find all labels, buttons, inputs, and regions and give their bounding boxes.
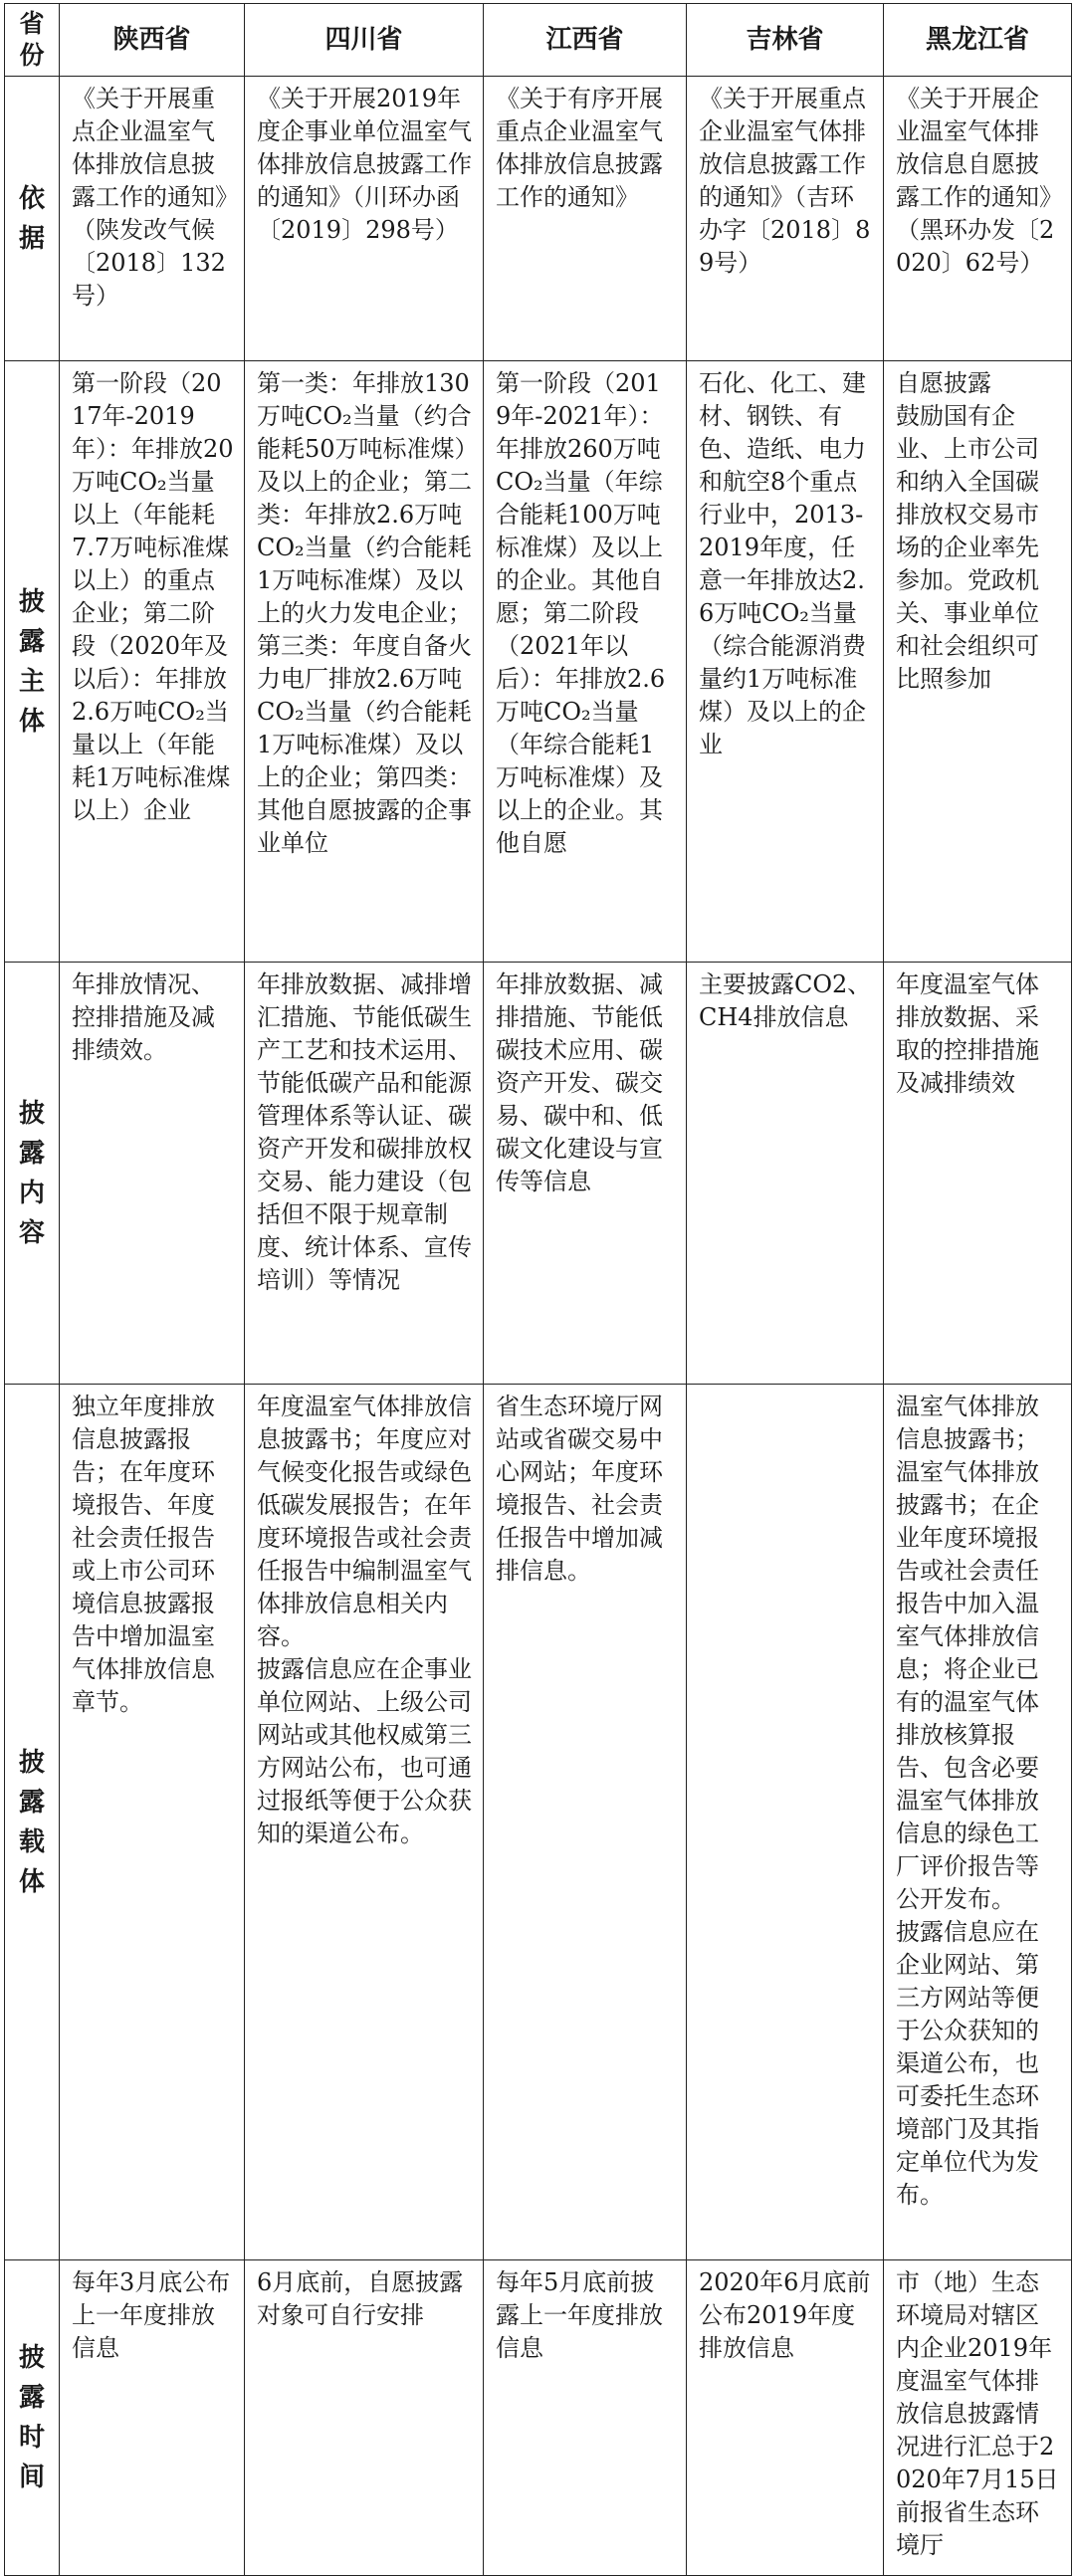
cell-basis-heilongjiang (884, 77, 1072, 361)
cell-text: 主要披露CO2、CH4排放信息 (699, 970, 872, 1031)
cell-time-shaanxi (60, 2260, 245, 2576)
row-label-char: 据 (18, 223, 45, 254)
cell-subject-sichuan (245, 361, 484, 963)
cell-time-sichuan (245, 2260, 484, 2576)
cell-content-jilin (687, 963, 884, 1385)
row-carrier (5, 1385, 1072, 2260)
row-label-char: 体 (18, 1866, 45, 1897)
cell-content-heilongjiang (884, 963, 1072, 1385)
row-label-char: 主 (18, 666, 45, 697)
row-label-carrier (5, 1385, 60, 2260)
cell-carrier-heilongjiang (884, 1385, 1072, 2260)
cell-basis-jilin (687, 77, 884, 361)
cell-carrier-jiangxi (484, 1385, 687, 2260)
cell-content-shaanxi (60, 963, 245, 1385)
row-label-char: 内 (18, 1178, 45, 1208)
cell-text: 省生态环境厅网站或省碳交易中心网站；年度环境报告、社会责任报告中增加减排信息。 (496, 1393, 663, 1585)
cell-text: 温室气体排放信息披露书；温室气体排放披露书；在企业年度环境报告或社会责任报告中加入温室气体排放信息；将企业已有的温室气体排放核算报告、包含必要温室气体排放信息的绿色工厂评价报告等公开发布。 披露信息应在企业网站、第三方网站等便于公众获知的渠道公布，也可委托生态环境部门及其指定单位代为发布。 (896, 1393, 1039, 2209)
cell-carrier-sichuan (245, 1385, 484, 2260)
row-label-char: 披 (18, 1098, 45, 1129)
cell-text: 第一类：年排放130万吨CO₂当量（约合能耗50万吨标准煤）及以上的企业；第二类：年排放2.6万吨CO₂当量（约合能耗1万吨标准煤）及以上的火力发电企业；第三类：年度自备火力电厂排放2.6万吨CO₂当量（约合能耗1万吨标准煤）及以上的企业；第四类：其他自愿披露的企事业单位 (257, 369, 472, 857)
cell-content-sichuan (245, 963, 484, 1385)
header-row (5, 4, 1072, 77)
cell-content-jiangxi (484, 963, 687, 1385)
header-sichuan: 四川省 (245, 4, 484, 77)
row-label-content (5, 963, 60, 1385)
header-jiangxi: 江西省 (484, 4, 687, 77)
row-label-char: 容 (18, 1217, 45, 1248)
row-label-char: 体 (18, 706, 45, 737)
cell-text: 第一阶段（2017年-2019年）：年排放20万吨CO₂当量以上（年能耗7.7万吨标准煤以上）的重点企业；第二阶段（2020年及以后）：年排放2.6万吨CO₂当量以上（年能耗1万吨标准煤以上）企业 (72, 369, 234, 824)
row-label-char: 披 (18, 2343, 45, 2373)
cell-text: 《关于有序开展重点企业温室气体排放信息披露工作的通知》 (496, 85, 663, 211)
header-heilongjiang: 黑龙江省 (884, 4, 1072, 77)
cell-time-jilin (687, 2260, 884, 2576)
cell-text: 年度温室气体排放数据、采取的控排措施及减排绩效 (896, 970, 1039, 1097)
cell-basis-jiangxi (484, 77, 687, 361)
cell-carrier-jilin (687, 1385, 884, 2260)
row-label-char: 间 (18, 2463, 45, 2492)
cell-text: 《关于开展2019年度企事业单位温室气体排放信息披露工作的通知》（川环办函〔2019〕298号） (257, 85, 472, 244)
cell-text: 独立年度排放信息披露报告；在年度环境报告、年度社会责任报告或上市公司环境信息披露报告中增加温室气体排放信息章节。 (72, 1393, 215, 1716)
cell-carrier-shaanxi (60, 1385, 245, 2260)
cell-text: 2020年6月底前公布2019年度排放信息 (699, 2268, 871, 2362)
cell-basis-sichuan (245, 77, 484, 361)
row-content (5, 963, 1072, 1385)
cell-text: 6月底前，自愿披露对象可自行安排 (257, 2268, 464, 2329)
header-shaanxi: 陕西省 (60, 4, 245, 77)
row-label-char: 露 (18, 1787, 45, 1818)
cell-text: 每年3月底公布上一年度排放信息 (72, 2268, 231, 2362)
row-label-char: 露 (18, 1138, 45, 1169)
cell-subject-jilin (687, 361, 884, 963)
cell-text: 石化、化工、建材、钢铁、有色、造纸、电力和航空8个重点行业中，2013-2019年度，任意一年排放达2.6万吨CO₂当量（综合能源消费量约1万吨标准煤）及以上的企业 (699, 369, 866, 758)
disclosure-comparison-table (4, 3, 1072, 2576)
row-subject (5, 361, 1072, 963)
cell-subject-heilongjiang (884, 361, 1072, 963)
cell-text: 第一阶段（2019年-2021年）：年排放260万吨CO₂当量（年综合能耗100万吨标准煤）及以上的企业。其他自愿；第二阶段（2021年以后）：年排放2.6万吨CO₂当量（年综合能耗1万吨标准煤）及以上的企业。其他自愿 (496, 369, 666, 857)
cell-text: 市（地）生态环境局对辖区内企业2019年度温室气体排放信息披露情况进行汇总于2020年7月15日前报省生态环境厅 (896, 2268, 1059, 2559)
row-label-subject (5, 361, 60, 963)
row-basis (5, 77, 1072, 361)
cell-text: 《关于开展企业温室气体排放信息自愿披露工作的通知》（黑环办发〔2020〕62号） (896, 85, 1055, 277)
corner-label-line: 省 (19, 9, 45, 38)
corner-label-line: 份 (19, 41, 45, 70)
cell-text: 年排放数据、减排增汇措施、节能低碳生产工艺和技术运用、节能低碳产品和能源管理体系等认证、碳资产开发和碳排放权交易、能力建设（包括但不限于规章制度、统计体系、宣传培训）等情况 (257, 970, 472, 1294)
cell-subject-shaanxi (60, 361, 245, 963)
cell-text: 每年5月底前披露上一年度排放信息 (496, 2268, 663, 2362)
row-label-char: 露 (18, 2383, 45, 2413)
row-label-char: 时 (18, 2423, 45, 2453)
row-label-char: 露 (18, 626, 45, 657)
row-label-char: 披 (18, 586, 45, 617)
cell-text: 年度温室气体排放信息披露书；年度应对气候变化报告或绿色低碳发展报告；在年度环境报告或社会责任报告中编制温室气体排放信息相关内容。 披露信息应在企事业单位网站、上级公司网站或其他权威第三方网站公布，也可通过报纸等便于公众获知的渠道公布。 (257, 1393, 472, 1847)
cell-time-jiangxi (484, 2260, 687, 2576)
cell-subject-jiangxi (484, 361, 687, 963)
cell-text: 自愿披露 鼓励国有企业、上市公司和纳入全国碳排放权交易市场的企业率先参加。党政机关、事业单位和社会组织可比照参加 (896, 369, 1039, 693)
cell-basis-shaanxi (60, 77, 245, 361)
cell-text: 年排放数据、减排措施、节能低碳技术应用、碳资产开发、碳交易、碳中和、低碳文化建设与宣传等信息 (496, 970, 663, 1195)
row-label-time (5, 2260, 60, 2576)
row-label-char: 披 (18, 1747, 45, 1778)
header-jilin: 吉林省 (687, 4, 884, 77)
cell-text: 《关于开展重点企业温室气体排放信息披露工作的通知》（吉环办字〔2018〕89号） (699, 85, 871, 277)
cell-text: 《关于开展重点企业温室气体排放信息披露工作的通知》（陕发改气候〔2018〕132号） (72, 85, 227, 310)
cell-text: 年排放情况、控排措施及减排绩效。 (72, 970, 215, 1064)
corner-header (5, 4, 60, 77)
row-label-basis (5, 77, 60, 361)
row-label-char: 载 (18, 1826, 45, 1857)
cell-time-heilongjiang (884, 2260, 1072, 2576)
row-time (5, 2260, 1072, 2576)
row-label-char: 依 (18, 183, 45, 214)
